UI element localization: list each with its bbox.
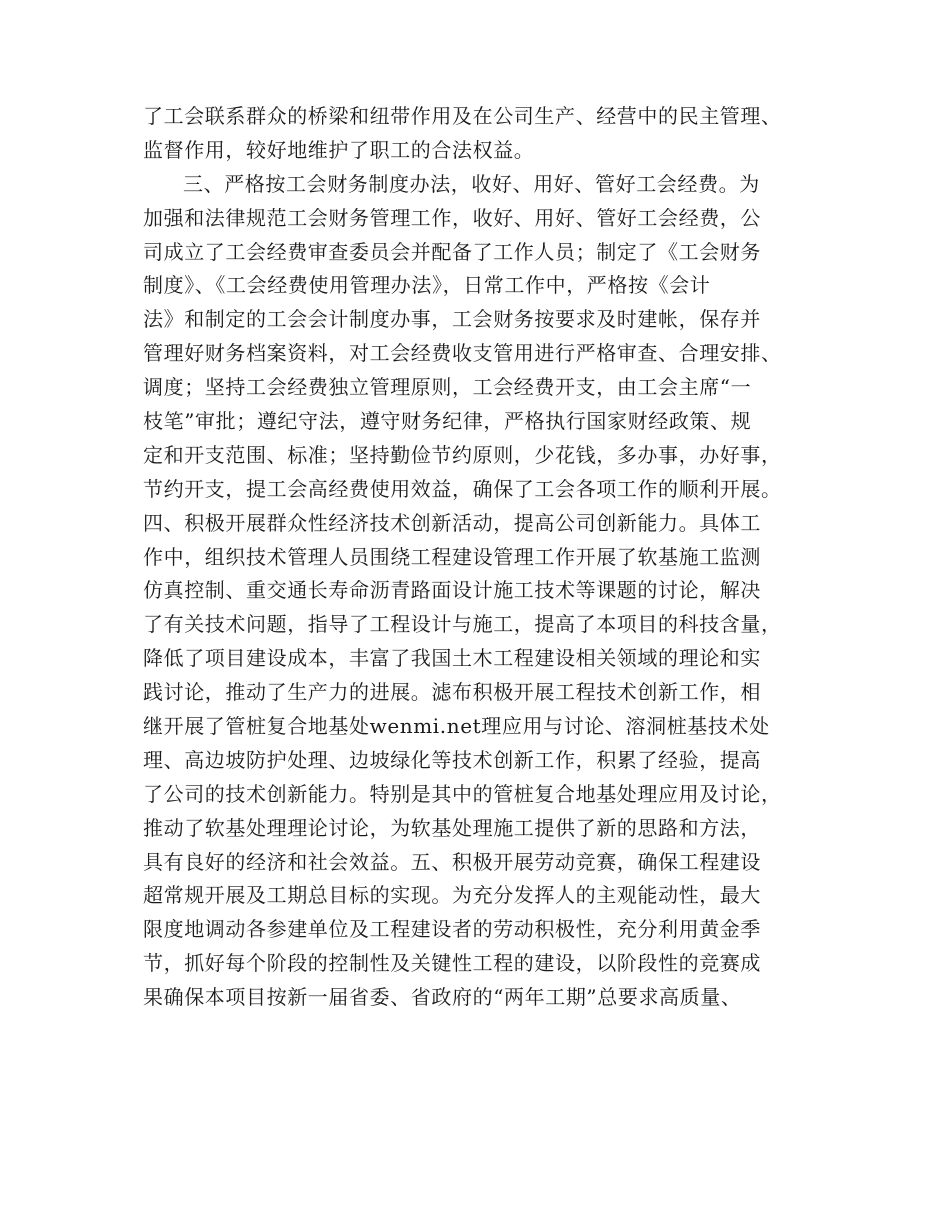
text-line: 超常规开展及工期总目标的实现。为充分发挥人的主观能动性，最大 [143,883,761,908]
text-line: 加强和法律规范工会财务管理工作，收好、用好、管好工会经费，公 [143,205,761,230]
text-line: 调度；坚持工会经费独立管理原则，工会经费开支，由工会主席“一 [143,375,752,400]
text-line: 枝笔”审批；遵纪守法，遵守财务纪律，严格执行国家财经政策、规 [143,409,752,434]
text-line: 限度地调动各参建单位及工程建设者的劳动积极性，充分利用黄金季 [143,917,761,942]
text-line: 监督作用，较好地维护了职工的合法权益。 [143,137,535,162]
text-line: 节约开支，提工会高经费使用效益，确保了工会各项工作的顺利开展。 [143,476,782,501]
text-line: 司成立了工会经费审查委员会并配备了工作人员；制定了《工会财务 [143,239,761,264]
body-text [143,100,813,1015]
text-line: 仿真控制、重交通长寿命沥青路面设计施工技术等课题的讨论，解决 [143,578,761,603]
text-line: 继开展了管桩复合地基处wenmi.net理应用与讨论、溶洞桩基技术处 [143,714,770,739]
text-line: 推动了软基处理理论讨论，为软基处理施工提供了新的思路和方法， [143,815,761,840]
text-line: 了公司的技术创新能力。特别是其中的管桩复合地基处理应用及讨论， [143,781,782,806]
text-line: 四、积极开展群众性经济技术创新活动，提高公司创新能力。具体工 [143,510,761,535]
text-line: 法》和制定的工会会计制度办事，工会财务按要求及时建帐，保存并 [143,307,761,332]
text-line: 作中，组织技术管理人员围绕工程建设管理工作开展了软基施工监测 [143,544,761,569]
text-line: 了工会联系群众的桥梁和纽带作用及在公司生产、经营中的民主管理、 [143,104,782,128]
text-line: 管理好财务档案资料，对工会经费收支管用进行严格审查、合理安排、 [143,341,782,366]
text-line: 三、严格按工会财务制度办法，收好、用好、管好工会经费。为 [183,171,760,196]
text-line: 了有关技术问题，指导了工程设计与施工，提高了本项目的科技含量， [143,612,782,637]
text-line: 制度》、《工会经费使用管理办法》，日常工作中，严格按《会计 [143,273,711,298]
text-line: 定和开支范围、标准；坚持勤俭节约原则，少花钱，多办事，办好事， [143,442,782,467]
text-line: 具有良好的经济和社会效益。五、积极开展劳动竞赛，确保工程建设 [143,849,761,874]
text-line: 理、高边坡防护处理、边坡绿化等技术创新工作，积累了经验，提高 [143,747,761,772]
text-line: 节，抓好每个阶段的控制性及关键性工程的建设，以阶段性的竞赛成 [143,951,761,976]
text-line: 践讨论，推动了生产力的进展。滤布积极开展工程技术创新工作，相 [143,680,761,705]
text-line: 果确保本项目按新一届省委、省政府的“两年工期”总要求高质量、 [143,985,742,1010]
text-line: 降低了项目建设成本，丰富了我国土木工程建设相关领域的理论和实 [143,646,761,671]
